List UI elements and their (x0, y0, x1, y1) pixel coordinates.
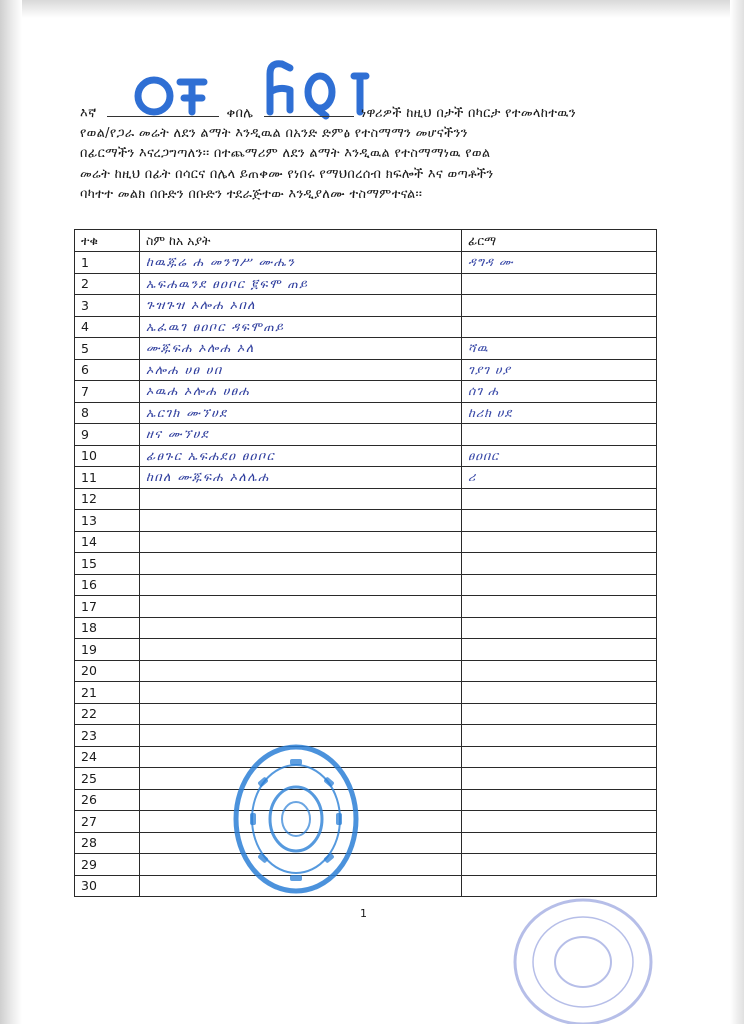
row-signature: ከሪክ ሀደ (462, 402, 657, 424)
table-row (75, 811, 657, 833)
table-row (75, 445, 657, 467)
row-name: ፊፀጉር ኤፍሐደዐ ፀዐቦር (140, 445, 462, 467)
row-signature (462, 596, 657, 618)
row-number: 5 (75, 338, 140, 360)
row-number: 15 (75, 553, 140, 575)
row-name: ኤፍሐዉንደ ፀዐቦር ፪ፍሞ ጠይ (140, 273, 462, 295)
row-name: ኤፈዉገ ፀዐቦር ዳፍሞጠይ (140, 316, 462, 338)
intro-line-5: ባካተተ መልክ በቡድን በቡድን ተደራጅተው እንዲያለሙ ተስማምተናል፡፡ (80, 187, 423, 202)
table-row (75, 381, 657, 403)
intro-line-1 (80, 103, 660, 124)
row-signature (462, 617, 657, 639)
table-row (75, 295, 657, 317)
row-name: ሙጁፍሐ ኦሎሐ ኦለ (140, 338, 462, 360)
row-number: 11 (75, 467, 140, 489)
row-number: 2 (75, 273, 140, 295)
table-row (75, 424, 657, 446)
row-number: 19 (75, 639, 140, 661)
row-signature (462, 639, 657, 661)
intro-line-1-rest: ነዋሪዎች ከዚህ በታች በካርታ የተመላከተዉን (361, 106, 576, 121)
row-name (140, 596, 462, 618)
row-signature: ፀዐበር (462, 445, 657, 467)
table-row (75, 660, 657, 682)
scan-shadow-left (0, 0, 22, 1024)
table-row (75, 832, 657, 854)
row-signature (462, 703, 657, 725)
row-name (140, 703, 462, 725)
row-name (140, 639, 462, 661)
table-row (75, 531, 657, 553)
blue-official-stamp (232, 743, 360, 895)
table-row (75, 467, 657, 489)
table-row (75, 273, 657, 295)
row-number: 23 (75, 725, 140, 747)
scan-shadow-right (730, 0, 744, 1024)
faint-official-stamp (508, 890, 658, 1024)
table-row (75, 639, 657, 661)
row-name: ከዉጁሬ ሐ መንግሥ ሙሔን (140, 252, 462, 274)
row-signature (462, 768, 657, 790)
intro-line-3: በፊርማችን እናረጋግጣለን፡፡ በተጨማሪም ለደን ልማት እንዲዉል የተስማማነዉ የወል (80, 146, 491, 161)
row-signature (462, 316, 657, 338)
row-number: 13 (75, 510, 140, 532)
row-name: ኤርገክ ሙኘሀደ (140, 402, 462, 424)
row-name: ዘና ሙኘሀደ (140, 424, 462, 446)
table-row (75, 596, 657, 618)
row-number: 16 (75, 574, 140, 596)
row-name (140, 488, 462, 510)
table-row (75, 252, 657, 274)
row-signature: ሻዉ (462, 338, 657, 360)
intro-kebele: ቀበሌ (226, 106, 254, 121)
row-signature (462, 854, 657, 876)
signature-table (74, 229, 657, 897)
scan-shadow-top (0, 0, 744, 18)
row-signature (462, 510, 657, 532)
row-number: 28 (75, 832, 140, 854)
blank-kebele-line (264, 103, 354, 117)
table-header-row (75, 230, 657, 252)
row-number: 25 (75, 768, 140, 790)
row-number: 21 (75, 682, 140, 704)
header-signature: ፊርማ (462, 230, 657, 252)
blank-name-line (107, 103, 219, 117)
intro-line-2: የወል/የጋራ መሬት ለደን ልማት እንዲዉል በአንድ ድምፅ የተስማማን መሆናችንን (80, 125, 468, 141)
row-number: 8 (75, 402, 140, 424)
row-signature (462, 273, 657, 295)
row-signature (462, 424, 657, 446)
table-row (75, 725, 657, 747)
intro-paragraph (80, 103, 660, 206)
intro-line-4: መሬት ከዚህ በፊት በሳርና በሌላ ይጠቀሙ የነበሩ የማህበረሰብ ክፍሎች እና ወጣቶችን (80, 166, 494, 182)
row-number: 1 (75, 252, 140, 274)
row-signature (462, 811, 657, 833)
row-name: ጉዝጉዝ ኦሎሐ ኦበለ (140, 295, 462, 317)
row-number: 24 (75, 746, 140, 768)
intro-we: እኛ (80, 106, 97, 121)
row-number: 7 (75, 381, 140, 403)
row-name: ኦሎሐ ሀፀ ሀበ (140, 359, 462, 381)
row-number: 14 (75, 531, 140, 553)
table-row (75, 553, 657, 575)
row-name (140, 510, 462, 532)
table-row (75, 617, 657, 639)
row-name (140, 682, 462, 704)
row-number: 6 (75, 359, 140, 381)
table-row (75, 316, 657, 338)
row-signature (462, 832, 657, 854)
row-name: ኦዉሐ ኦሎሐ ሀፀሐ (140, 381, 462, 403)
row-signature (462, 660, 657, 682)
row-signature (462, 746, 657, 768)
row-number: 27 (75, 811, 140, 833)
row-name (140, 553, 462, 575)
row-signature (462, 295, 657, 317)
row-number: 12 (75, 488, 140, 510)
row-number: 3 (75, 295, 140, 317)
table-row (75, 338, 657, 360)
table-row (75, 682, 657, 704)
row-signature (462, 531, 657, 553)
row-signature: ሪ (462, 467, 657, 489)
row-number: 17 (75, 596, 140, 618)
row-number: 30 (75, 875, 140, 897)
table-row (75, 359, 657, 381)
row-number: 26 (75, 789, 140, 811)
table-row (75, 768, 657, 790)
row-number: 10 (75, 445, 140, 467)
table-row (75, 574, 657, 596)
table-row (75, 854, 657, 876)
table-row (75, 789, 657, 811)
row-name (140, 660, 462, 682)
row-name: ከበለ ሙጁፍሐ ኦለሌሐ (140, 467, 462, 489)
header-number: ተቁ (75, 230, 140, 252)
row-signature: ዳግዳ ሙ (462, 252, 657, 274)
table-row (75, 488, 657, 510)
row-number: 29 (75, 854, 140, 876)
table-row (75, 510, 657, 532)
row-number: 22 (75, 703, 140, 725)
row-name (140, 574, 462, 596)
header-name: ስም ከአ አያት (140, 230, 462, 252)
table-row (75, 746, 657, 768)
row-signature (462, 553, 657, 575)
row-signature: ሰገ ሐ (462, 381, 657, 403)
row-name (140, 531, 462, 553)
row-number: 18 (75, 617, 140, 639)
row-signature (462, 682, 657, 704)
row-signature (462, 789, 657, 811)
table-row (75, 703, 657, 725)
row-signature (462, 574, 657, 596)
row-signature (462, 488, 657, 510)
row-name (140, 617, 462, 639)
row-number: 20 (75, 660, 140, 682)
row-number: 9 (75, 424, 140, 446)
row-number: 4 (75, 316, 140, 338)
row-signature: ገያገ ሀያ (462, 359, 657, 381)
page-number: 1 (360, 907, 367, 920)
table-row (75, 402, 657, 424)
row-signature (462, 725, 657, 747)
